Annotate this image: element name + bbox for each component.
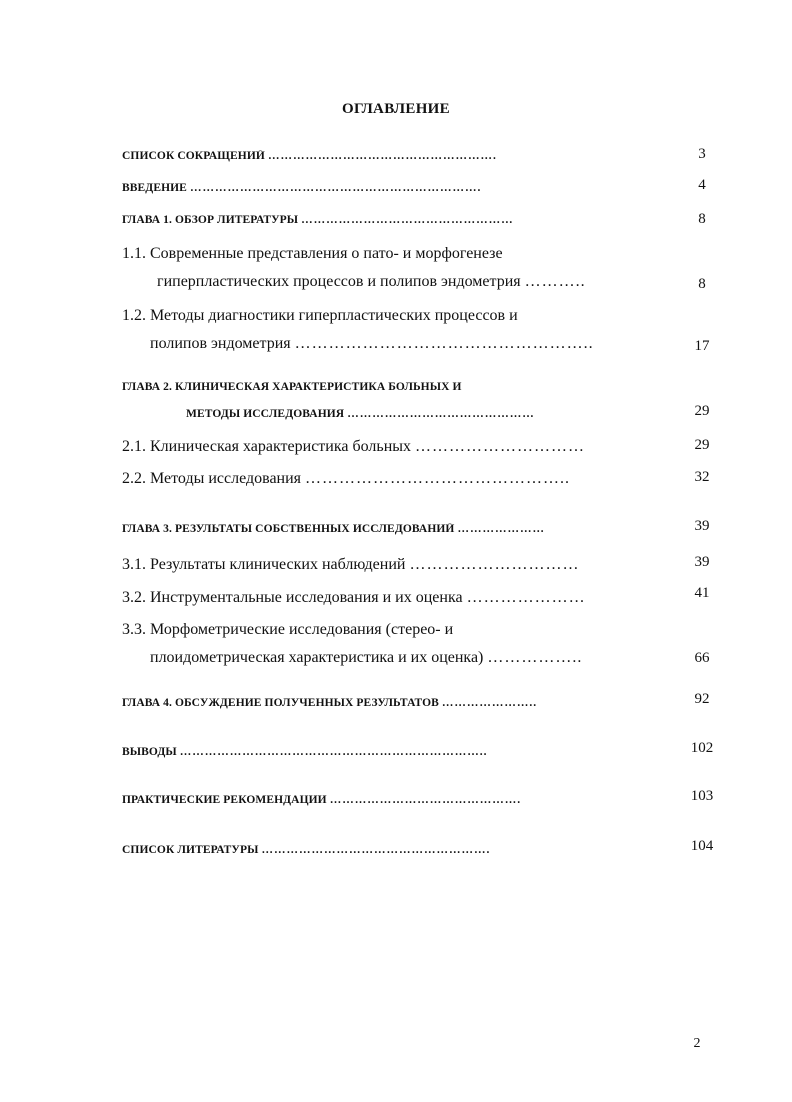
toc-entry-label: ГЛАВА 4. ОБСУЖДЕНИЕ ПОЛУЧЕННЫХ РЕЗУЛЬТАТОВ ………………….. (122, 697, 538, 709)
toc-page-number: 8 (698, 211, 706, 227)
toc-page-number: 41 (694, 585, 710, 601)
toc-entry-label-line2: МЕТОДЫ ИССЛЕДОВАНИЯ ……………………………………… (186, 408, 535, 420)
toc-entry-label: ВВЕДЕНИЕ ……………………………………………………………. (122, 182, 482, 194)
toc-entry-label-line1: 1.2. Методы диагностики гиперпластических процессов и (122, 307, 518, 324)
toc-page-number: 4 (698, 177, 706, 193)
toc-page-number: 39 (694, 554, 710, 570)
toc-entry-label-line1: ГЛАВА 2. КЛИНИЧЕСКАЯ ХАРАКТЕРИСТИКА БОЛЬНЫХ И (122, 381, 462, 393)
toc-page-number: 32 (694, 469, 710, 485)
toc-page-number: 104 (690, 838, 714, 854)
toc-page-number: 29 (694, 437, 710, 453)
toc-page-number: 102 (690, 740, 714, 756)
toc-entry-label-line1: 3.3. Морфометрические исследования (стерео- и (122, 621, 454, 638)
toc-entry-label: 3.1. Результаты клинических наблюдений ………………………… (122, 556, 580, 573)
toc-title: ОГЛАВЛЕНИЕ (342, 101, 450, 117)
toc-entry-label-line2: гиперпластических процессов и полипов эндометрия ……….. (157, 273, 586, 290)
toc-page-number: 103 (690, 788, 714, 804)
page-number: 2 (693, 1036, 701, 1051)
toc-entry-label: 3.2. Инструментальные исследования и их оценка ………………… (122, 589, 586, 606)
toc-entry-label-line2: полипов эндометрия …………………………………………….. (150, 335, 594, 352)
toc-entry-label: СПИСОК СОКРАЩЕНИЙ ………………………………………………. (122, 150, 497, 162)
toc-entry-label: 2.2. Методы исследования ……………………………………….. (122, 470, 571, 487)
toc-page-number: 29 (694, 403, 710, 419)
toc-page-number: 3 (698, 146, 706, 162)
toc-page-number: 8 (698, 276, 706, 292)
toc-page-number: 17 (694, 338, 710, 354)
toc-page-number: 39 (694, 518, 710, 534)
toc-entry-label: ГЛАВА 3. РЕЗУЛЬТАТЫ СОБСТВЕННЫХ ИССЛЕДОВАНИЙ ………………… (122, 523, 545, 535)
toc-page-number: 66 (694, 650, 710, 666)
toc-entry-label-line1: 1.1. Современные представления о пато- и морфогенезе (122, 245, 503, 262)
toc-page-number: 92 (694, 691, 710, 707)
toc-entry-label: СПИСОК ЛИТЕРАТУРЫ ………………………………………………. (122, 844, 491, 856)
toc-entry-label: ГЛАВА 1. ОБЗОР ЛИТЕРАТУРЫ …………………………………………… (122, 214, 514, 226)
toc-entry-label: 2.1. Клиническая характеристика больных ………………………… (122, 438, 586, 455)
toc-entry-label-line2: плоидометрическая характеристика и их оценка) …………….. (150, 649, 583, 666)
toc-entry-label: ВЫВОДЫ ……………………………………………………………….. (122, 746, 488, 758)
toc-entry-label: ПРАКТИЧЕСКИЕ РЕКОМЕНДАЦИИ ………………………………………. (122, 794, 522, 806)
